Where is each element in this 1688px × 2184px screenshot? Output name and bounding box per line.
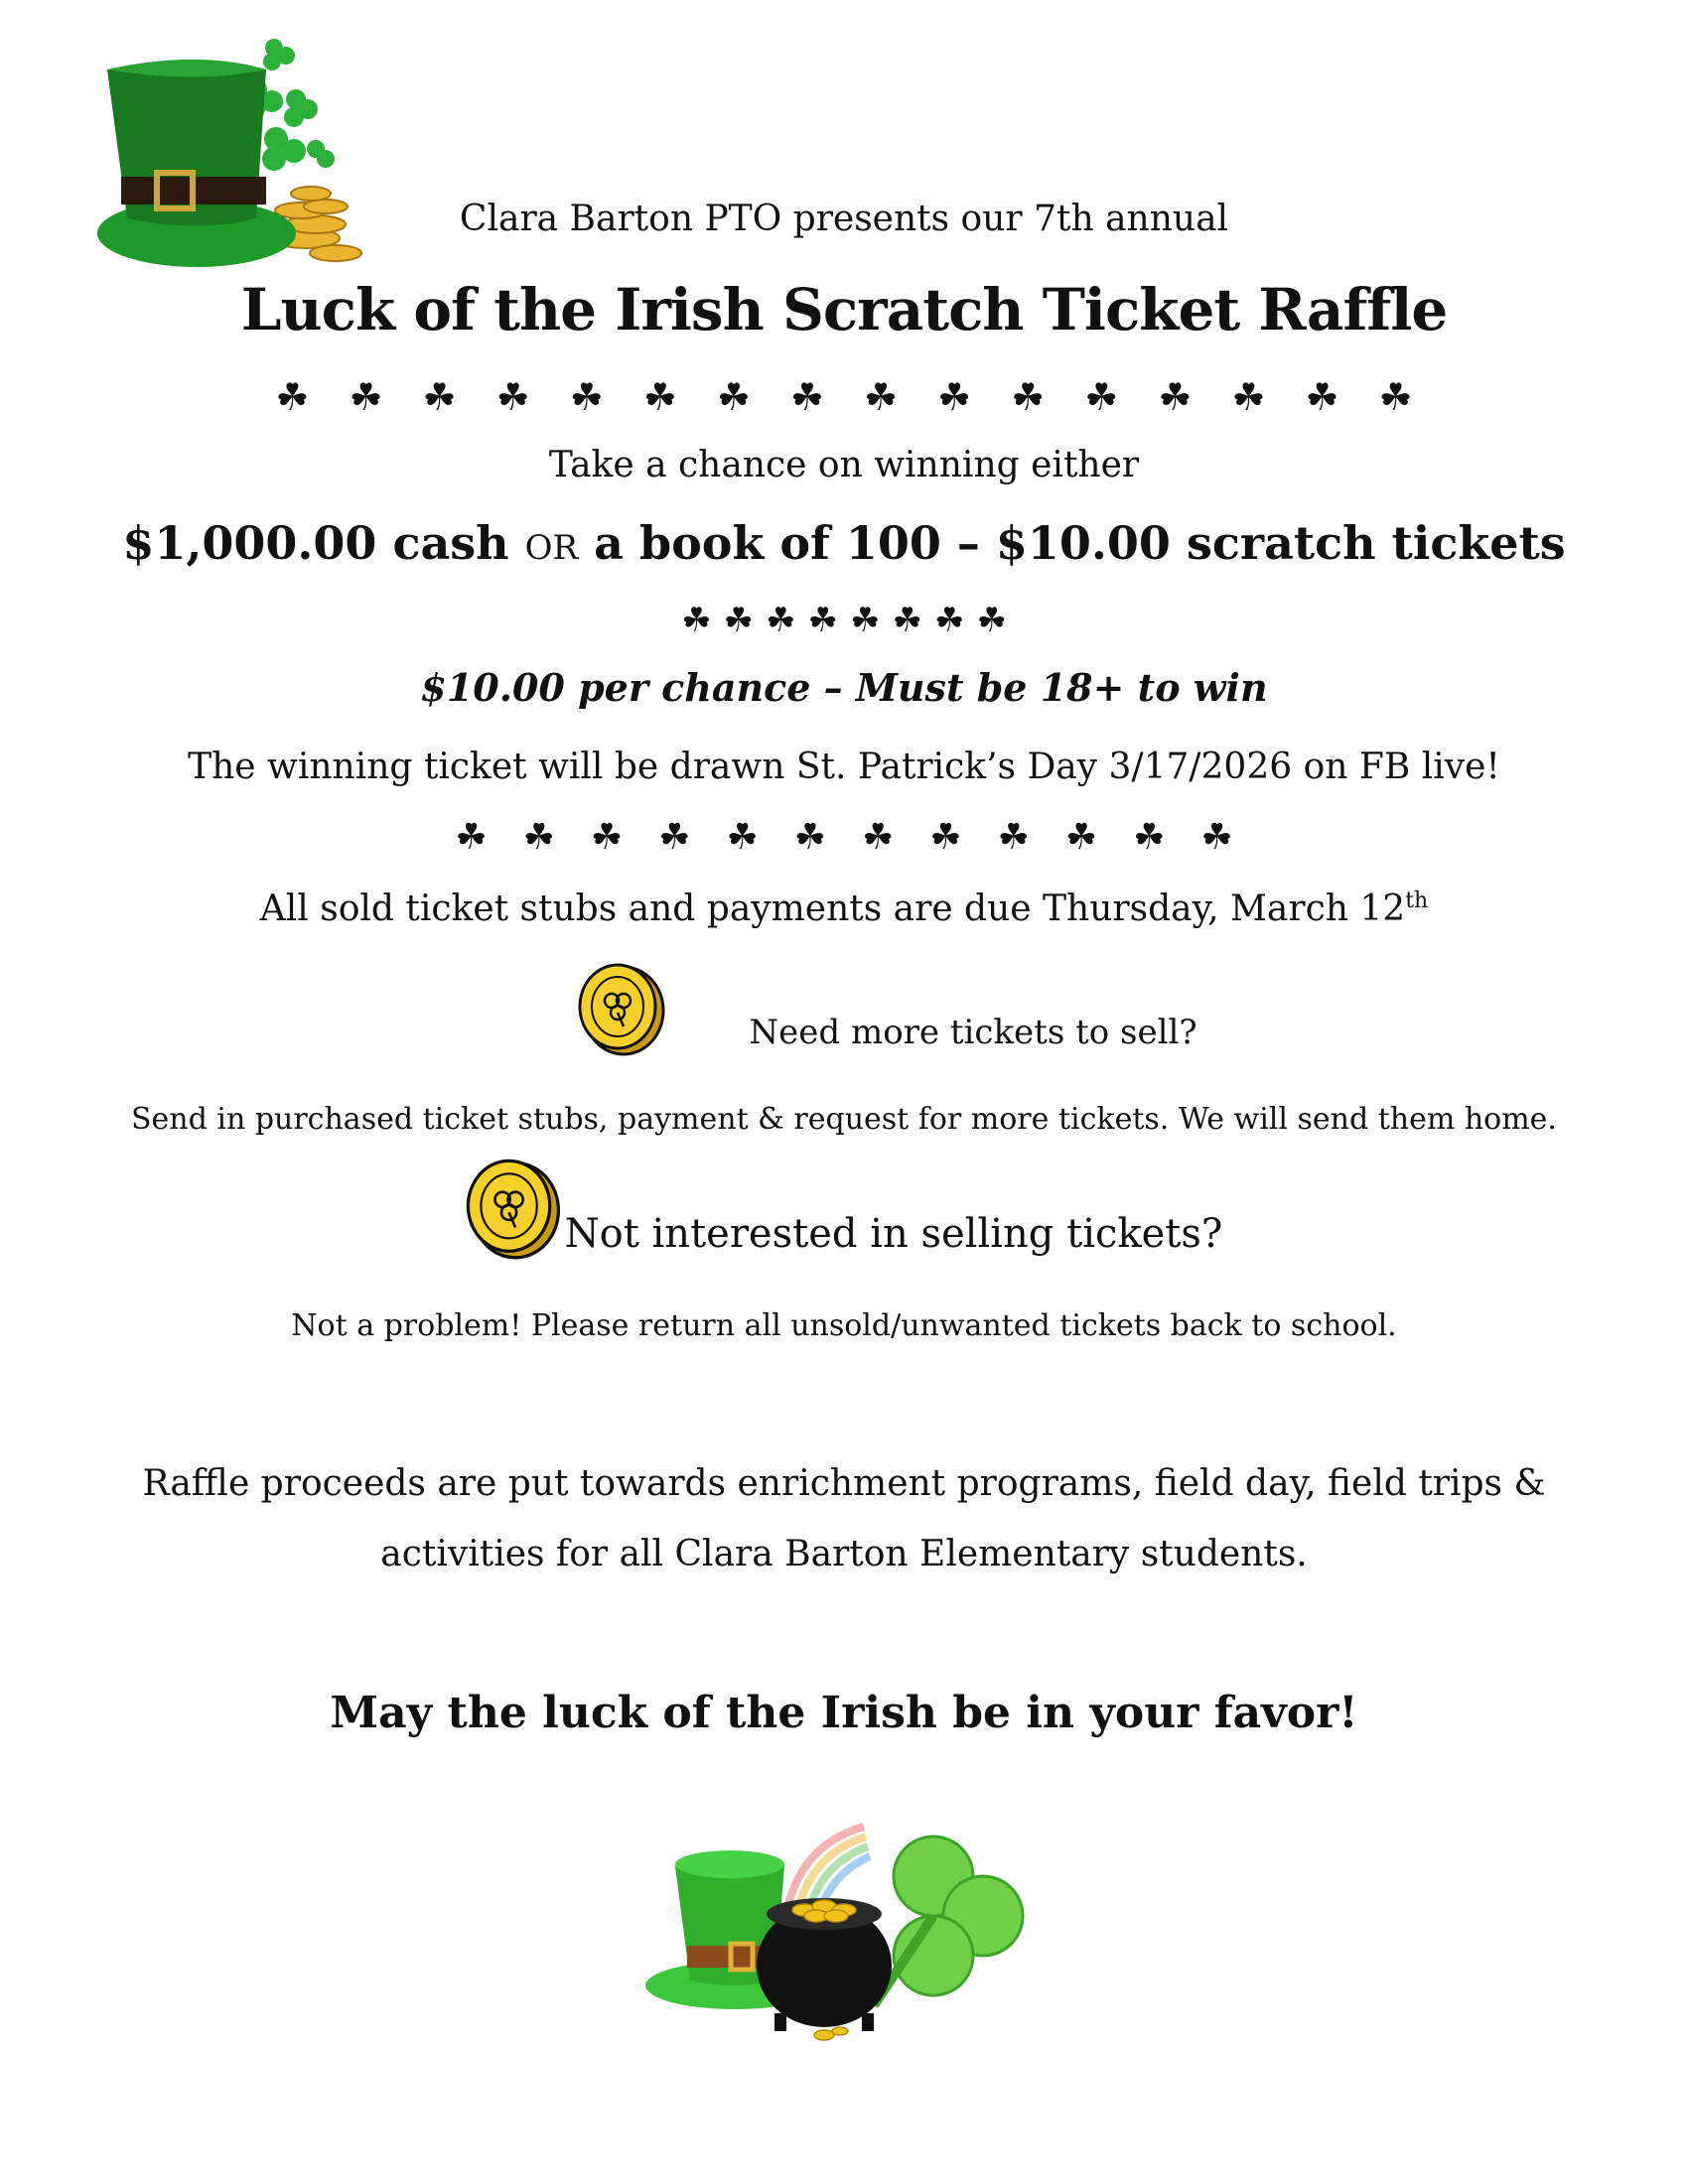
shamrock-divider <box>0 375 1688 420</box>
shamrock-icon: ☘ <box>1133 817 1166 857</box>
shamrock-icon: ☘ <box>658 817 691 857</box>
shamrock-icon: ☘ <box>1084 377 1119 419</box>
shamrock-icon: ☘ <box>929 817 962 857</box>
shamrock-icon: ☘ <box>495 377 530 419</box>
proceeds-text-1: Raffle proceeds are put towards enrichment programs, field day, field trips & <box>142 1463 1546 1504</box>
shamrock-icon: ☘ <box>793 817 826 857</box>
shamrock-icon: ☘ <box>1200 817 1233 857</box>
shamrock-icon: ☘ <box>681 603 712 639</box>
chance-text: Take a chance on winning either <box>548 445 1140 485</box>
shamrock-icon: ☘ <box>569 377 604 419</box>
intro-text: Clara Barton PTO presents our 7th annual <box>459 199 1229 239</box>
prize-line <box>0 516 1688 570</box>
shamrock-icon: ☘ <box>1158 377 1193 419</box>
leprechaun-hat-icon <box>87 30 385 278</box>
shamrock-icon: ☘ <box>723 603 755 639</box>
shamrock-icon <box>874 1837 1023 2005</box>
prize-cash: $1,000.00 cash <box>122 516 509 570</box>
shamrock-icon: ☘ <box>864 377 899 419</box>
shamrock-icon: ☘ <box>1011 377 1046 419</box>
price-line: $10.00 per chance – Must be 18+ to win <box>420 665 1268 710</box>
shamrock-icon: ☘ <box>422 377 457 419</box>
proceeds-text-2: activities for all Clara Barton Elementary students. <box>380 1534 1308 1574</box>
shamrock-icon: ☘ <box>976 603 1007 639</box>
shamrock-icon: ☘ <box>933 603 965 639</box>
shamrock-icon: ☘ <box>275 377 310 419</box>
not-interested-text: Not interested in selling tickets? <box>564 1211 1223 1257</box>
shamrock-icon: ☘ <box>716 377 751 419</box>
shamrock-icon: ☘ <box>590 817 624 857</box>
shamrock-icon: ☘ <box>726 817 759 857</box>
shamrock-icon: ☘ <box>1305 377 1339 419</box>
shamrock-icon: ☘ <box>892 603 922 639</box>
shamrock-icon: ☘ <box>1378 377 1413 419</box>
shamrock-icon: ☘ <box>862 817 895 857</box>
shamrock-icon: ☘ <box>1064 817 1098 857</box>
shamrock-icon: ☘ <box>522 817 555 857</box>
shamrock-icon: ☘ <box>1231 377 1266 419</box>
shamrock-icon: ☘ <box>642 377 677 419</box>
need-more-text: Need more tickets to sell? <box>749 1013 1197 1052</box>
pot-of-gold-art <box>635 1807 1053 2045</box>
due-date-text <box>0 888 1688 929</box>
not-problem-text: Not a problem! Please return all unsold/unwanted tickets back to school. <box>291 1308 1397 1343</box>
shamrock-icon: ☘ <box>997 817 1030 857</box>
shamrock-icon: ☘ <box>937 377 972 419</box>
page-title: Luck of the Irish Scratch Ticket Raffle <box>240 276 1448 343</box>
shamrock-icon: ☘ <box>349 377 383 419</box>
due-line: All sold ticket stubs and payments are due Thursday, March 12 <box>259 888 1406 929</box>
shamrock-icon: ☘ <box>789 377 824 419</box>
shamrock-divider <box>0 601 1688 640</box>
drawing-date-text: The winning ticket will be drawn St. Patrick’s Day 3/17/2026 on FB live! <box>188 747 1500 787</box>
shamrock-icon: ☘ <box>850 603 881 639</box>
send-in-text: Send in purchased ticket stubs, payment & request for more tickets. We will send them home. <box>131 1102 1557 1137</box>
prize-or: OR <box>524 528 579 568</box>
due-suffix: th <box>1405 888 1429 913</box>
shamrock-icon: ☘ <box>766 603 796 639</box>
shamrock-divider <box>0 816 1688 858</box>
shamrock-icon: ☘ <box>455 817 488 857</box>
pot-icon <box>757 1898 892 2040</box>
shamrock-icon: ☘ <box>807 603 838 639</box>
prize-book: a book of 100 – $10.00 scratch tickets <box>594 516 1566 570</box>
closing-text: May the luck of the Irish be in your favor! <box>330 1688 1358 1738</box>
